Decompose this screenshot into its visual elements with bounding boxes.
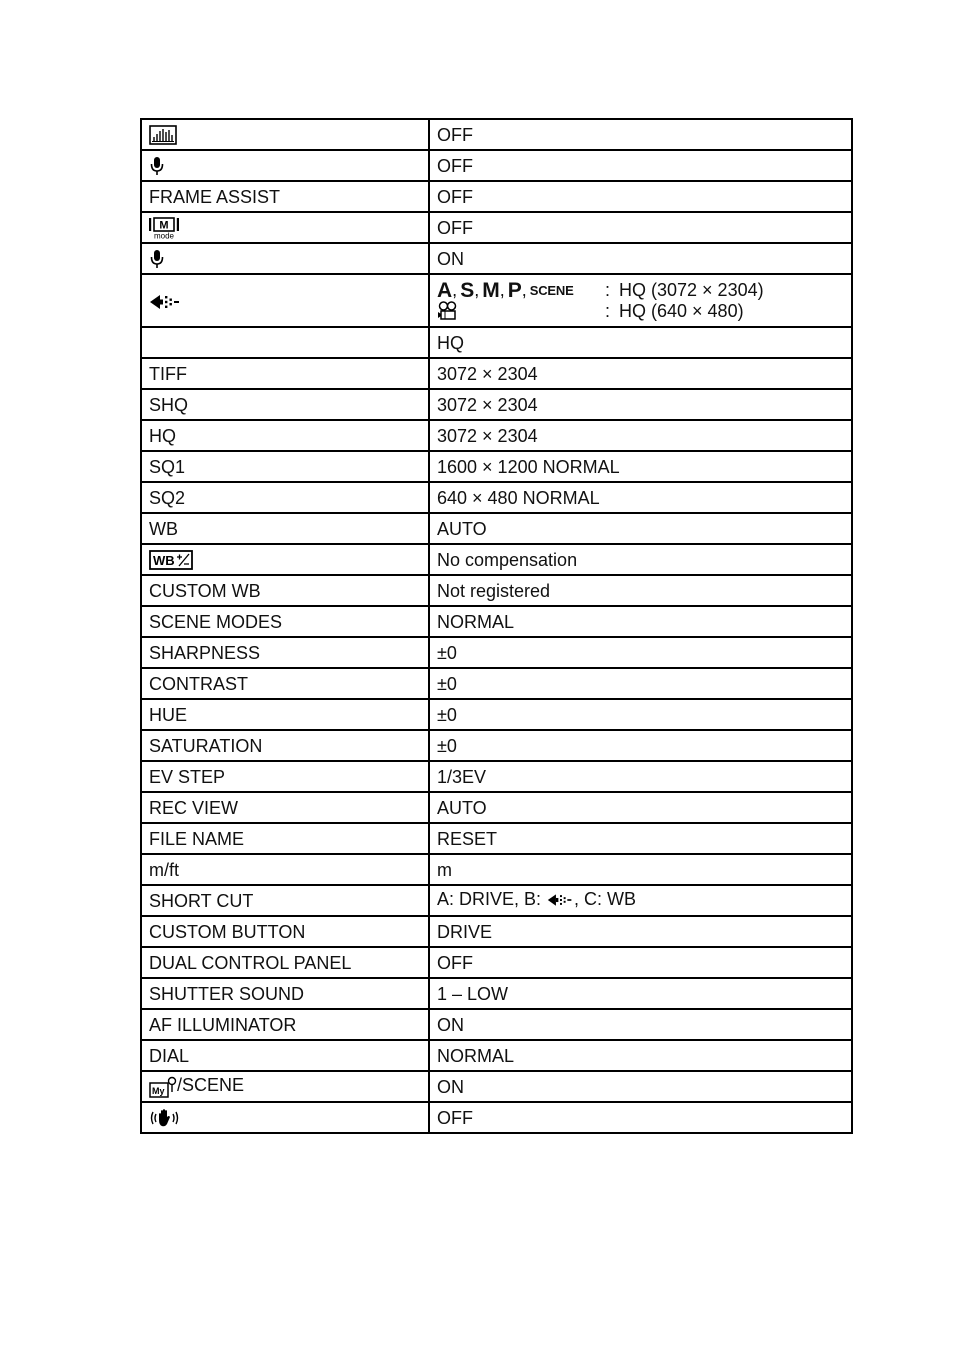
setting-label: DIAL — [141, 1040, 429, 1071]
setting-value: ON — [429, 243, 852, 274]
setting-label: SHARPNESS — [141, 637, 429, 668]
setting-label — [141, 1071, 429, 1102]
setting-value: Not registered — [429, 575, 852, 606]
svg-text:My: My — [152, 1085, 165, 1096]
setting-label: m/ft — [141, 854, 429, 885]
table-row — [141, 544, 852, 575]
setting-label: FRAME ASSIST — [141, 181, 429, 212]
histogram-icon — [149, 125, 177, 145]
separator-colon: : — [605, 300, 611, 321]
table-row — [141, 358, 852, 389]
table-row — [141, 327, 852, 358]
setting-value: No compensation — [429, 544, 852, 575]
table-row — [141, 181, 852, 212]
table-row — [141, 668, 852, 699]
setting-label — [141, 150, 429, 181]
table-row — [141, 792, 852, 823]
setting-value: OFF — [429, 212, 852, 243]
setting-label: CUSTOM WB — [141, 575, 429, 606]
setting-value: OFF — [429, 119, 852, 150]
setting-label: SATURATION — [141, 730, 429, 761]
table-row — [141, 243, 852, 274]
setting-value — [429, 885, 852, 916]
setting-value: HQ — [429, 327, 852, 358]
setting-value: ±0 — [429, 699, 852, 730]
mode-a: A — [437, 278, 453, 302]
setting-label: DUAL CONTROL PANEL — [141, 947, 429, 978]
setting-label: SCENE MODES — [141, 606, 429, 637]
setting-label: EV STEP — [141, 761, 429, 792]
setting-label: FILE NAME — [141, 823, 429, 854]
setting-label: REC VIEW — [141, 792, 429, 823]
setting-value: OFF — [429, 150, 852, 181]
table-row — [141, 119, 852, 150]
setting-value: ±0 — [429, 668, 852, 699]
table-row — [141, 420, 852, 451]
table-row — [141, 885, 852, 916]
mode-scene: SCENE — [529, 282, 574, 298]
table-row — [141, 389, 852, 420]
setting-value: OFF — [429, 1102, 852, 1133]
table-row — [141, 978, 852, 1009]
image-stabilizer-icon — [149, 1108, 181, 1128]
setting-value: ±0 — [429, 637, 852, 668]
setting-value: OFF — [429, 181, 852, 212]
table-row — [141, 513, 852, 544]
setting-label — [141, 544, 429, 575]
mode-m: M — [482, 278, 500, 302]
setting-label — [141, 274, 429, 327]
setting-label: AF ILLUMINATOR — [141, 1009, 429, 1040]
setting-value: 1/3EV — [429, 761, 852, 792]
table-row — [141, 730, 852, 761]
movie-quality-value: HQ (640 × 480) — [619, 300, 744, 321]
setting-value: NORMAL — [429, 1040, 852, 1071]
table-row — [141, 947, 852, 978]
table-row — [141, 274, 852, 327]
still-quality-line — [437, 280, 844, 301]
shortcut-text-a-b: A: DRIVE, B: — [437, 889, 547, 909]
table-row — [141, 854, 852, 885]
table-row — [141, 150, 852, 181]
setting-value: RESET — [429, 823, 852, 854]
shortcut-text-c: , C: WB — [574, 889, 637, 909]
setting-label: HUE — [141, 699, 429, 730]
shooting-modes: A , S , M , P , SCENE — [437, 278, 574, 302]
setting-value: 3072 × 2304 — [429, 389, 852, 420]
setting-label: CUSTOM BUTTON — [141, 916, 429, 947]
setting-label — [141, 1102, 429, 1133]
microphone-icon — [149, 249, 165, 269]
mode-p: P — [507, 278, 522, 302]
setting-label: TIFF — [141, 358, 429, 389]
table-row — [141, 916, 852, 947]
my-mode-icon — [149, 1076, 177, 1098]
still-quality-value: HQ (3072 × 2304) — [619, 279, 764, 300]
setting-label: SQ1 — [141, 451, 429, 482]
setting-label: WB — [141, 513, 429, 544]
svg-text:mode: mode — [153, 231, 175, 239]
svg-text:M: M — [159, 219, 169, 232]
separator-colon: : — [605, 279, 611, 300]
setting-value: ±0 — [429, 730, 852, 761]
setting-label — [141, 119, 429, 150]
setting-value: NORMAL — [429, 606, 852, 637]
setting-label: HQ — [141, 420, 429, 451]
movie-quality-line — [437, 301, 844, 322]
my-scene-label: /SCENE — [177, 1075, 245, 1096]
setting-value: m — [429, 854, 852, 885]
table-row — [141, 699, 852, 730]
setting-value: 3072 × 2304 — [429, 358, 852, 389]
record-mode-icon — [547, 892, 573, 912]
microphone-icon — [149, 156, 165, 176]
default-settings-table — [140, 118, 853, 1134]
setting-label: SQ2 — [141, 482, 429, 513]
setting-value: ON — [429, 1009, 852, 1040]
setting-label — [141, 212, 429, 243]
setting-value: 3072 × 2304 — [429, 420, 852, 451]
table-row — [141, 451, 852, 482]
movie-icon — [437, 301, 459, 321]
setting-label: CONTRAST — [141, 668, 429, 699]
setting-value: 1600 × 1200 NORMAL — [429, 451, 852, 482]
setting-value: OFF — [429, 947, 852, 978]
setting-value: AUTO — [429, 792, 852, 823]
setting-label — [141, 327, 429, 358]
setting-label: SHQ — [141, 389, 429, 420]
setting-value: DRIVE — [429, 916, 852, 947]
table-row — [141, 212, 852, 243]
wb-compensation-icon — [149, 550, 193, 570]
setting-value: 1 – LOW — [429, 978, 852, 1009]
setting-value: 640 × 480 NORMAL — [429, 482, 852, 513]
table-row — [141, 1071, 852, 1102]
table-row — [141, 1009, 852, 1040]
setting-value: AUTO — [429, 513, 852, 544]
table-row — [141, 637, 852, 668]
table-row — [141, 761, 852, 792]
table-row — [141, 606, 852, 637]
setting-value: ON — [429, 1071, 852, 1102]
table-row — [141, 1040, 852, 1071]
svg-text:WB: WB — [153, 553, 175, 569]
m-mode-icon — [149, 217, 179, 239]
setting-value — [429, 274, 852, 327]
table-row — [141, 482, 852, 513]
table-row — [141, 575, 852, 606]
table-row — [141, 823, 852, 854]
record-mode-icon — [149, 293, 181, 311]
mode-s: S — [460, 278, 475, 302]
setting-label: SHORT CUT — [141, 885, 429, 916]
setting-label — [141, 243, 429, 274]
setting-label: SHUTTER SOUND — [141, 978, 429, 1009]
table-row — [141, 1102, 852, 1133]
